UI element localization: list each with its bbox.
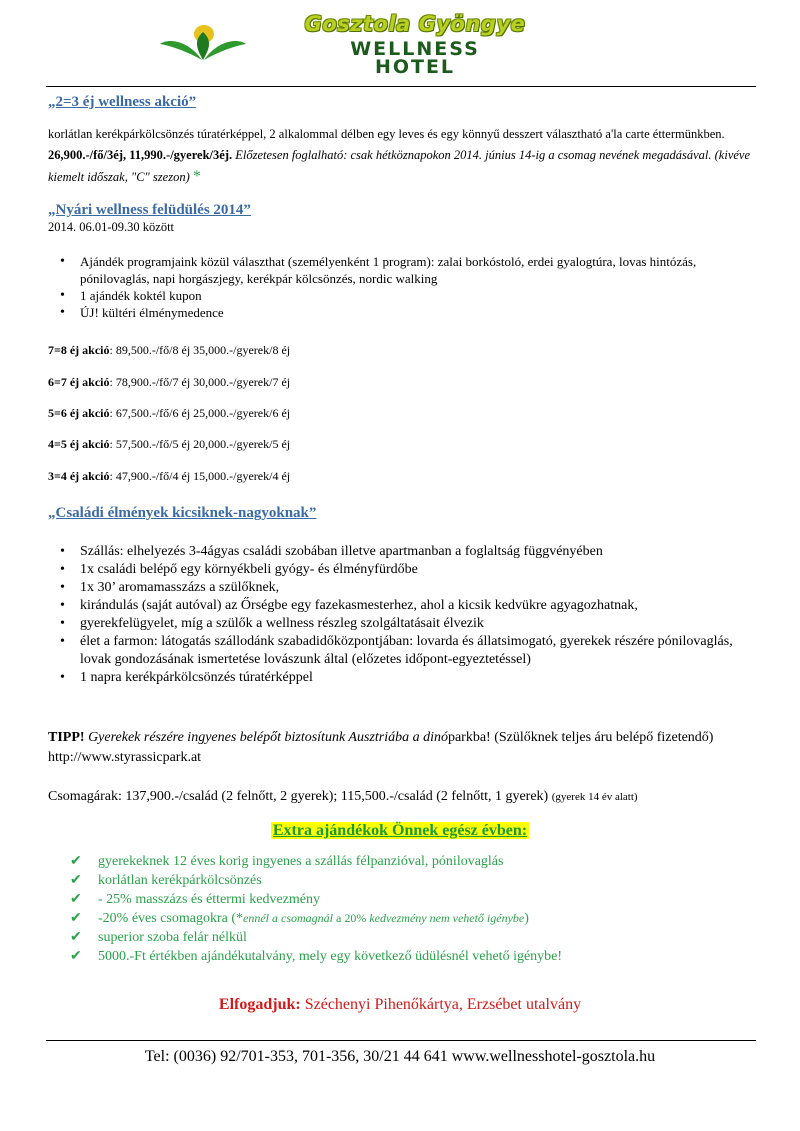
offer-2-date: 2014. 06.01-09.30 között	[48, 220, 175, 234]
list-item: • 1 ajándék koktél kupon	[48, 287, 760, 304]
tipp-paragraph	[48, 728, 760, 768]
extras-title: Extra ajándékok Önnek egész évben:	[272, 822, 528, 839]
offer-2-title: „Nyári wellness felüdülés 2014”	[48, 202, 251, 218]
list-item: • ÚJ! kültéri élménymedence	[48, 304, 760, 321]
price-row: 5=6 éj akció: 67,500.-/fő/6 éj 25,000.-/gyerek/6 éj	[48, 406, 291, 420]
accepted-payments	[0, 996, 800, 1014]
list-item: • 1x 30’ aromamasszázs a szülőknek,	[48, 579, 760, 597]
offer-1-body	[48, 124, 760, 188]
list-item: ✔ - 25% masszázs és éttermi kedvezmény	[70, 892, 320, 907]
price-row: 3=4 éj akció: 47,900.-/fő/4 éj 15,000.-/gyerek/4 éj	[48, 469, 291, 483]
list-item: ✔ gyerekeknek 12 éves korig ingyenes a szállás félpanzióval, pónilovaglás	[70, 854, 504, 869]
tipp-label: TIPP!	[48, 730, 85, 745]
accept-label: Elfogadjuk:	[218, 996, 301, 1013]
list-item: ✔ 5000.-Ft értékben ajándékutalvány, mely egy következő üdülésnél vehető igénybe!	[70, 949, 563, 964]
list-item: • 1 napra kerékpárkölcsönzés túratérképpel	[48, 669, 760, 687]
checkmark-icon: ✔	[70, 911, 82, 926]
package-price: Csomagárak: 137,900.-/család (2 felnőtt, 2 gyerek); 115,500.-/család (2 felnőtt, 1 gyerek) (gyerek 14 év alatt)	[48, 789, 638, 804]
brand-name: Gosztola Gyöngye	[304, 12, 526, 36]
tipp-text: parkba! (Szülőknek teljes áru belépő fizetendő) http://www.styrassicpark.at	[48, 730, 714, 765]
offer-1-price: 26,900.-/fő/3éj, 11,990.-/gyerek/3éj.	[48, 148, 233, 162]
checkmark-icon: ✔	[70, 892, 82, 907]
brand-hotel: HOTEL	[374, 56, 456, 78]
price-row: 6=7 éj akció: 78,900.-/fő/7 éj 30,000.-/gyerek/7 éj	[48, 375, 291, 389]
extras-list	[70, 852, 562, 966]
list-item: • kirándulás (saját autóval) az Őrségbe egy fazekasmesterhez, ahol a kicsik kedvükre agyagozhatnak,	[48, 597, 760, 615]
list-item: • gyerekfelügyelet, míg a szülők a wellness részleg szolgáltatásait élvezik	[48, 615, 760, 633]
offer-1-text: korlátlan kerékpárkölcsönzés túratérképpel, 2 alkalommal délben egy leves és egy könnyű desszert választható a'la carte éttermünkben.	[48, 127, 725, 141]
brand-subtitle	[290, 40, 540, 76]
list-item: • Szállás: elhelyezés 3-4ágyas családi szobában illetve apartmanban a foglaltság függvényében	[48, 543, 760, 561]
checkmark-icon: ✔	[70, 854, 82, 869]
list-item: • élet a farmon: látogatás szállodánk szabadidőközpontjában: lovarda és állatsimogató, gyerekek részére pónilovaglás, lovak gondozásának ismertetése lovászunk által (előzetes időpont-egyeztetéssel)	[48, 633, 760, 669]
checkmark-icon: ✔	[70, 949, 82, 964]
list-item: ✔ superior szoba felár nélkül	[70, 930, 247, 945]
checkmark-icon: ✔	[70, 873, 82, 888]
accept-text: Széchenyi Pihenőkártya, Erzsébet utalvány	[300, 996, 582, 1013]
list-item: • 1x családi belépő egy környékbeli gyógy- és élményfürdőbe	[48, 561, 760, 579]
page-header	[0, 0, 800, 90]
hotel-logo-icon	[158, 20, 248, 64]
list-item: • Ajándék programjaink közül választhat (személyenként 1 program): zalai borkóstoló, erdei gyalogtúra, lovas hintózás, pónilovaglás, napi horgászjegy, kerékpár kölcsönzés, nordic walking	[48, 253, 760, 287]
tipp-italic: Gyerekek részére ingyenes belépőt biztosítunk Ausztriába a dinó	[84, 730, 448, 745]
list-item: ✔ -20% éves csomagokra (*ennél a csomagnál a 20% kedvezmény nem vehető igénybe)	[70, 911, 529, 926]
price-row: 7=8 éj akció: 89,500.-/fő/8 éj 35,000.-/gyerek/8 éj	[48, 343, 291, 357]
package-note: (gyerek 14 év alatt)	[551, 791, 638, 803]
header-divider	[46, 86, 756, 87]
offer-1-star: *	[192, 168, 201, 185]
footer-divider	[46, 1040, 756, 1041]
brand-wellness: WELLNESS	[350, 38, 480, 60]
checkmark-icon: ✔	[70, 930, 82, 945]
offer-1-title: „2=3 éj wellness akció”	[48, 94, 197, 110]
footer-contact: Tel: (0036) 92/701-353, 701-356, 30/21 44 641 www.wellnesshotel-gosztola.hu	[144, 1048, 656, 1065]
offer-3-list	[48, 543, 760, 687]
price-row: 4=5 éj akció: 57,500.-/fő/5 éj 20,000.-/gyerek/5 éj	[48, 437, 291, 451]
list-item: ✔ korlátlan kerékpárkölcsönzés	[70, 873, 262, 888]
offer-1-note: Előzetesen foglalható: csak hétköznapokon 2014. június 14-ig a csomag nevének megadásával. (kivéve kiemelt időszak, "C" szezon)	[48, 148, 751, 184]
offer-3-title: „Családi élmények kicsiknek-nagyoknak”	[48, 505, 317, 521]
offer-2-list	[48, 253, 760, 321]
